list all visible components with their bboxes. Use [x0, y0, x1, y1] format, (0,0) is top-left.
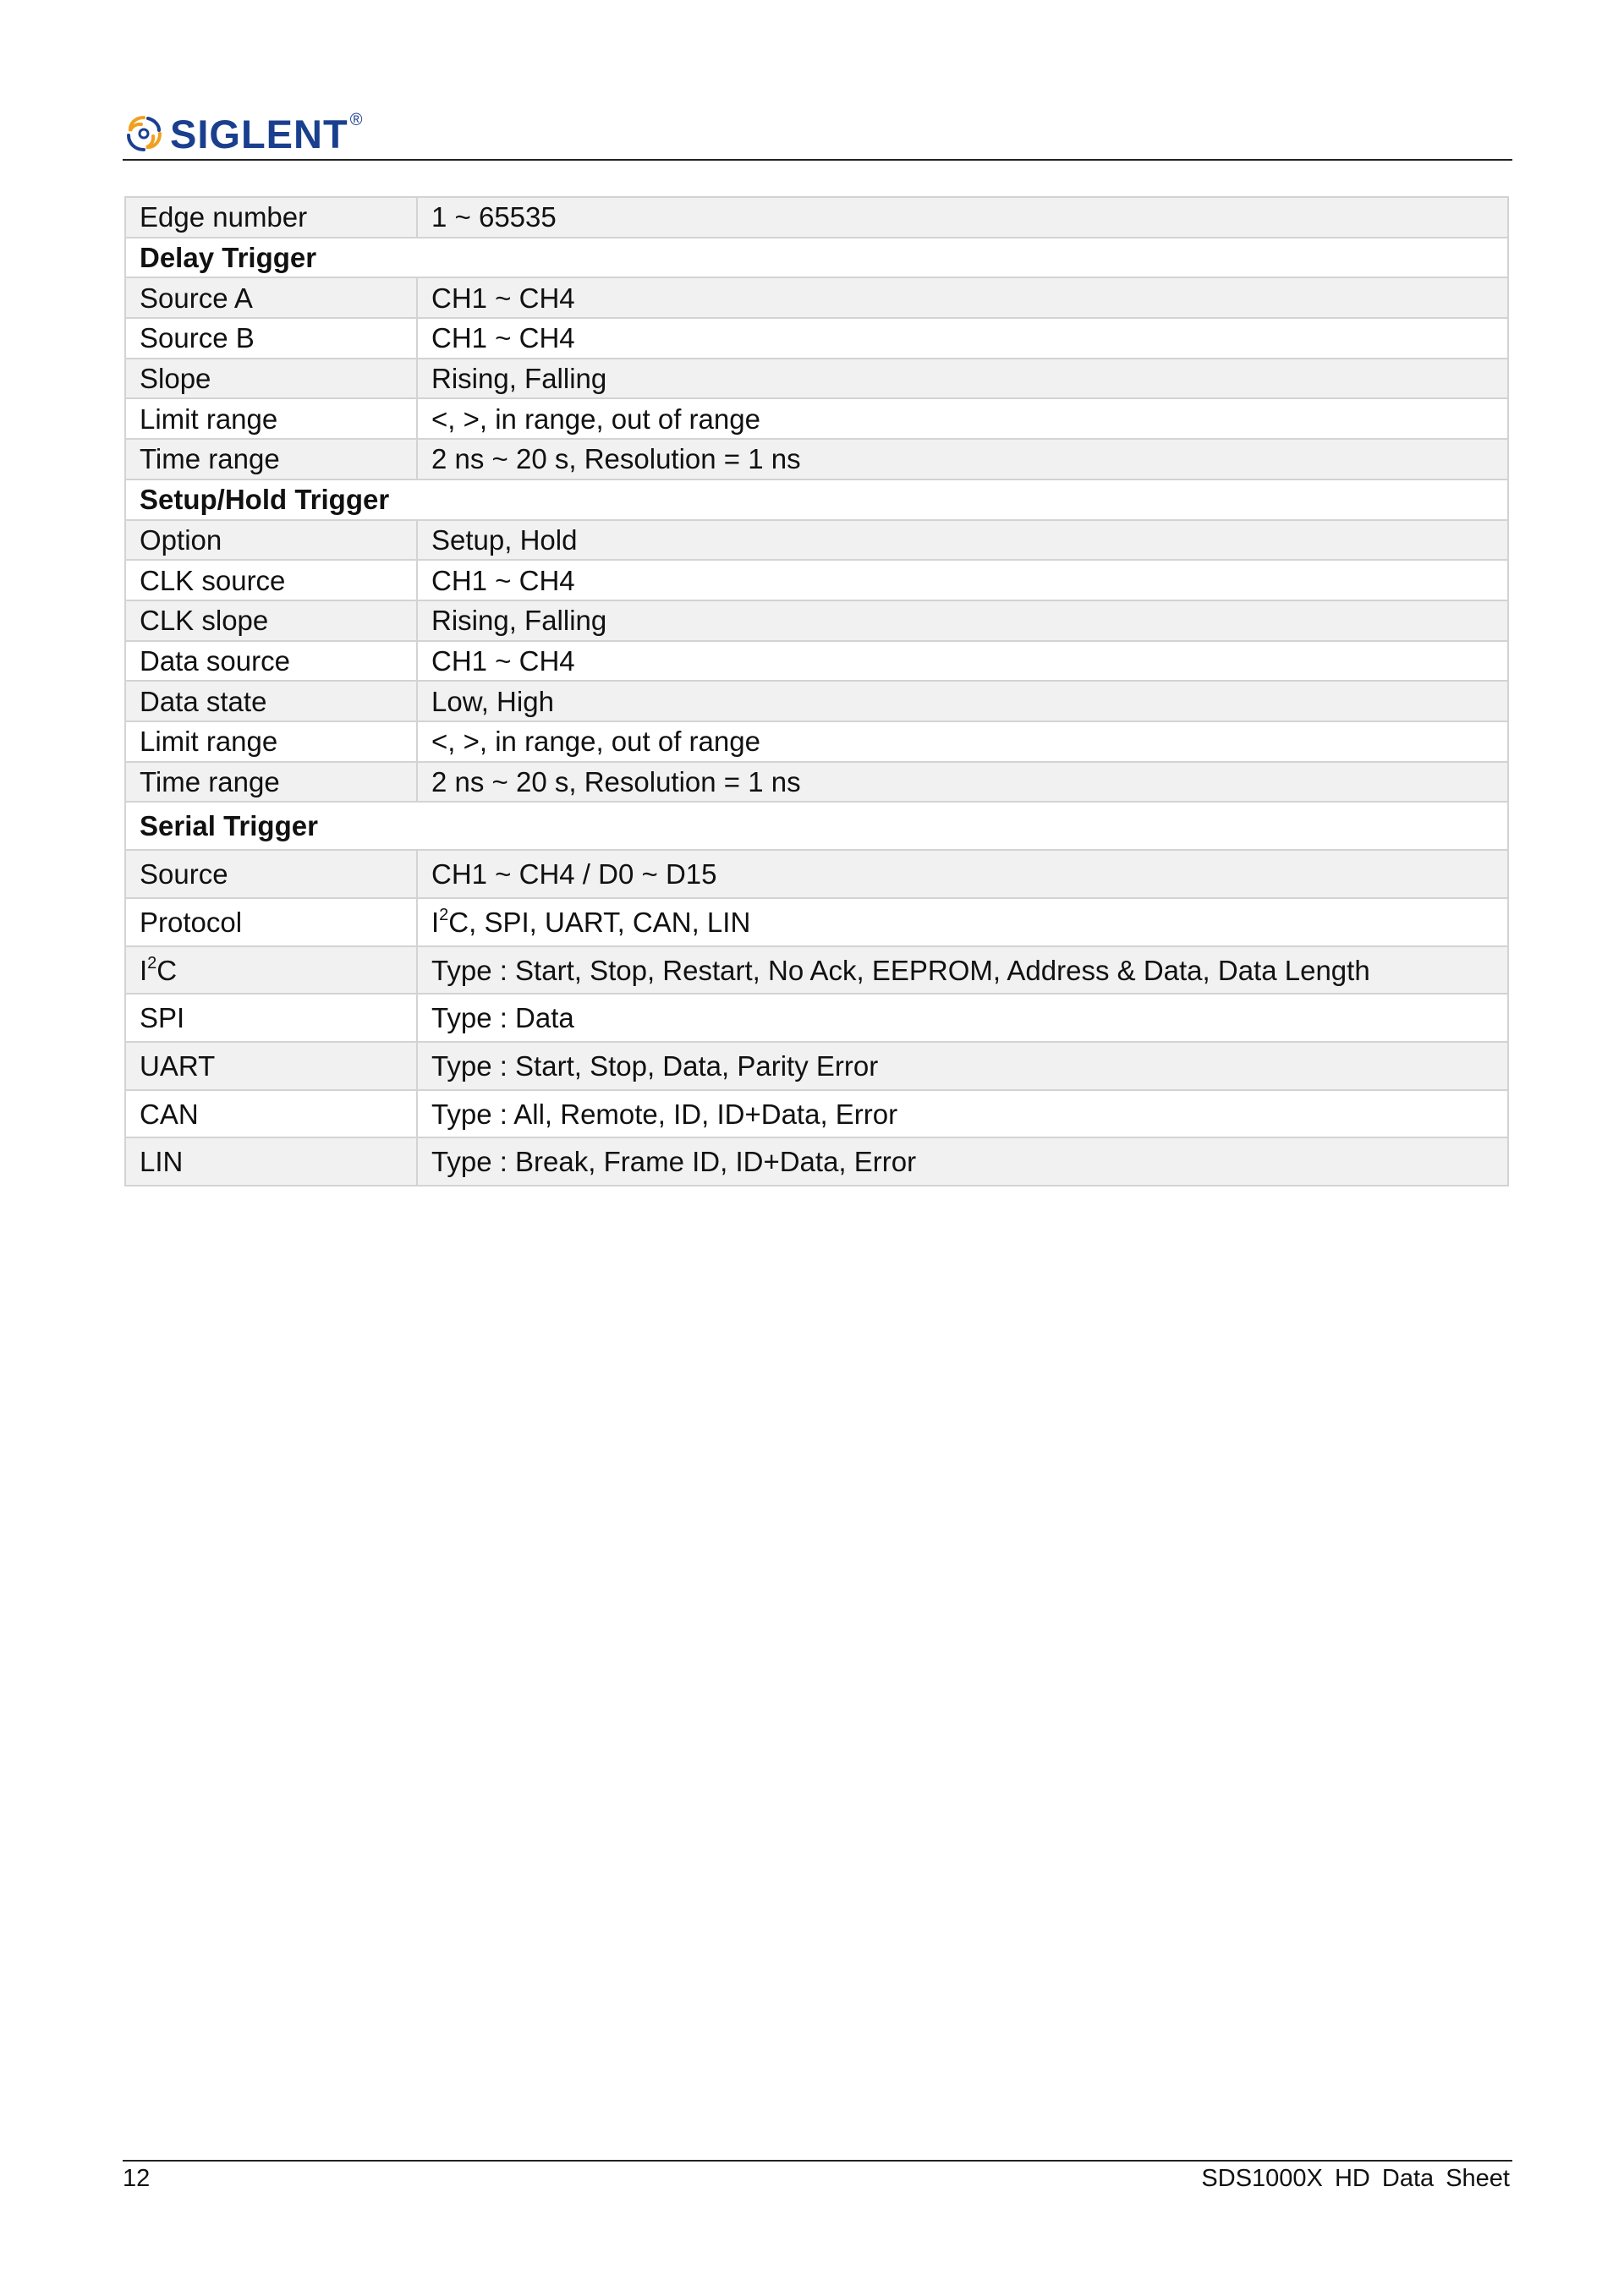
table-row [125, 277, 1508, 318]
row-value: Type : Start, Stop, Restart, No Ack, EEPROM, Address & Data, Data Length [417, 946, 1508, 995]
row-value: 2 ns ~ 20 s, Resolution = 1 ns [417, 762, 1508, 803]
row-label: Limit range [125, 721, 417, 762]
page-number: 12 [123, 2165, 151, 2192]
row-value: <, >, in range, out of range [417, 398, 1508, 439]
row-value: CH1 ~ CH4 [417, 277, 1508, 318]
row-label: Protocol [125, 898, 417, 946]
row-value: Setup, Hold [417, 520, 1508, 561]
row-label: Source [125, 850, 417, 898]
row-label: CLK slope [125, 600, 417, 641]
label-superscript: 2 [147, 953, 157, 973]
table-row [125, 850, 1508, 898]
row-value: Type : All, Remote, ID, ID+Data, Error [417, 1090, 1508, 1138]
row-value: Rising, Falling [417, 600, 1508, 641]
table-row [125, 762, 1508, 803]
row-label: Edge number [125, 197, 417, 238]
row-label: LIN [125, 1137, 417, 1186]
label-text: I [140, 954, 148, 986]
row-label: Time range [125, 439, 417, 479]
table-row [125, 946, 1508, 995]
table-row [125, 318, 1508, 359]
value-text: C, SPI, UART, CAN, LIN [448, 906, 751, 938]
logo-wordmark: SIGLENT [170, 111, 348, 156]
footer-divider [123, 2160, 1512, 2162]
row-value: 1 ~ 65535 [417, 197, 1508, 238]
row-label: Limit range [125, 398, 417, 439]
table-row [125, 994, 1508, 1042]
section-header-row [125, 238, 1508, 278]
row-value: CH1 ~ CH4 [417, 318, 1508, 359]
siglent-logo [123, 112, 362, 155]
table-row [125, 898, 1508, 946]
value-superscript: 2 [439, 905, 449, 924]
row-label: Source B [125, 318, 417, 359]
table-row [125, 1042, 1508, 1090]
row-value: CH1 ~ CH4 [417, 641, 1508, 682]
table-row [125, 681, 1508, 721]
table-row [125, 1137, 1508, 1186]
row-value: Low, High [417, 681, 1508, 721]
row-label: Time range [125, 762, 417, 803]
page-header [123, 106, 1512, 161]
table-row [125, 641, 1508, 682]
section-header-row [125, 479, 1508, 520]
table-row [125, 600, 1508, 641]
row-label: SPI [125, 994, 417, 1042]
row-value: 2 ns ~ 20 s, Resolution = 1 ns [417, 439, 1508, 479]
row-value [417, 898, 1508, 946]
row-value: Type : Break, Frame ID, ID+Data, Error [417, 1137, 1508, 1186]
table-row [125, 520, 1508, 561]
header-divider [123, 159, 1512, 161]
row-label: Data source [125, 641, 417, 682]
row-value: Type : Start, Stop, Data, Parity Error [417, 1042, 1508, 1090]
section-title: Serial Trigger [125, 802, 1508, 850]
table-row [125, 1090, 1508, 1138]
row-value: <, >, in range, out of range [417, 721, 1508, 762]
row-label: Option [125, 520, 417, 561]
row-value: Type : Data [417, 994, 1508, 1042]
document-title: SDS1000X HD Data Sheet [1201, 2165, 1510, 2192]
table-row [125, 560, 1508, 600]
registered-mark: ® [349, 110, 363, 129]
value-text: I [431, 906, 440, 938]
row-value: Rising, Falling [417, 359, 1508, 399]
siglent-swirl-icon [123, 112, 165, 155]
row-label: Slope [125, 359, 417, 399]
row-label: CLK source [125, 560, 417, 600]
table-row [125, 359, 1508, 399]
table-row [125, 197, 1508, 238]
table-row [125, 721, 1508, 762]
row-label: Source A [125, 277, 417, 318]
section-title: Delay Trigger [125, 238, 1508, 278]
row-label: Data state [125, 681, 417, 721]
row-label [125, 946, 417, 995]
section-title: Setup/Hold Trigger [125, 479, 1508, 520]
table-row [125, 439, 1508, 479]
row-value: CH1 ~ CH4 [417, 560, 1508, 600]
row-label: CAN [125, 1090, 417, 1138]
label-text: C [156, 954, 178, 986]
row-value: CH1 ~ CH4 / D0 ~ D15 [417, 850, 1508, 898]
table-row [125, 398, 1508, 439]
spec-table [124, 196, 1509, 1186]
spec-table-body [125, 197, 1508, 1186]
section-header-row [125, 802, 1508, 850]
row-label: UART [125, 1042, 417, 1090]
